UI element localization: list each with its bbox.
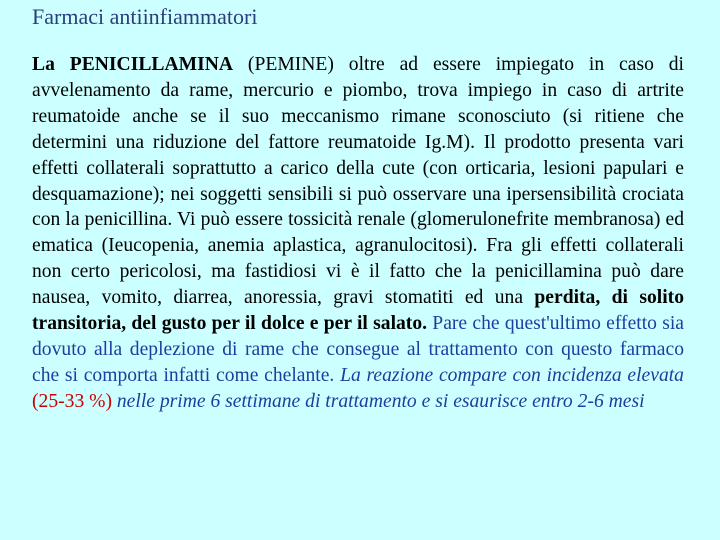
slide-title: Farmaci antiinfiammatori [32, 4, 258, 29]
drug-name-bold: La PENICILLAMINA [32, 54, 234, 75]
taste-loss-bold: perdita, di solito transitoria, del gusto per il dolce e per il salato. [32, 287, 684, 335]
mechanism-text: Pare che quest'ultimo effetto sia dovuto alla deplezione di rame che consegue al trattamento con questo farmaco che si comporta infatti come chelante. [32, 313, 684, 386]
body-text: (PEMINE) oltre ad essere impiegato in caso di avvelenamento da rame, mercurio e piombo, trova impiego in caso di artrite reumatoide anche se il suo meccanismo rimane sconosciuto (si ritiene che determini una riduzione del fattore reumatoide Ig.M). Il prodotto presenta vari effetti collaterali soprattutto a carico della cute (con orticaria, lesioni papulari e desquamazione); nei soggetti sensibili si può osservare una ipersensibilità crociata con la penicillina. Vi può essere tossicità renale (glomerulonefrite membranosa) ed ematica (Ieucopenia, anemia aplastica, agranulocitosi). Fra gli effetti collaterali non certo pericolosi, ma fastidiosi vi è il fatto che la penicillamina può dare nausea, vomito, diarrea, anoressia, gravi stomatiti ed una [32, 54, 684, 309]
incidence-value: (25-33 %) [32, 390, 112, 412]
incidence-text-start: La reazione compare con incidenza elevata [340, 364, 684, 386]
slide-body-paragraph [32, 52, 684, 415]
incidence-text-end: nelle prime 6 settimane di trattamento e si esaurisce entro 2-6 mesi [111, 390, 645, 412]
